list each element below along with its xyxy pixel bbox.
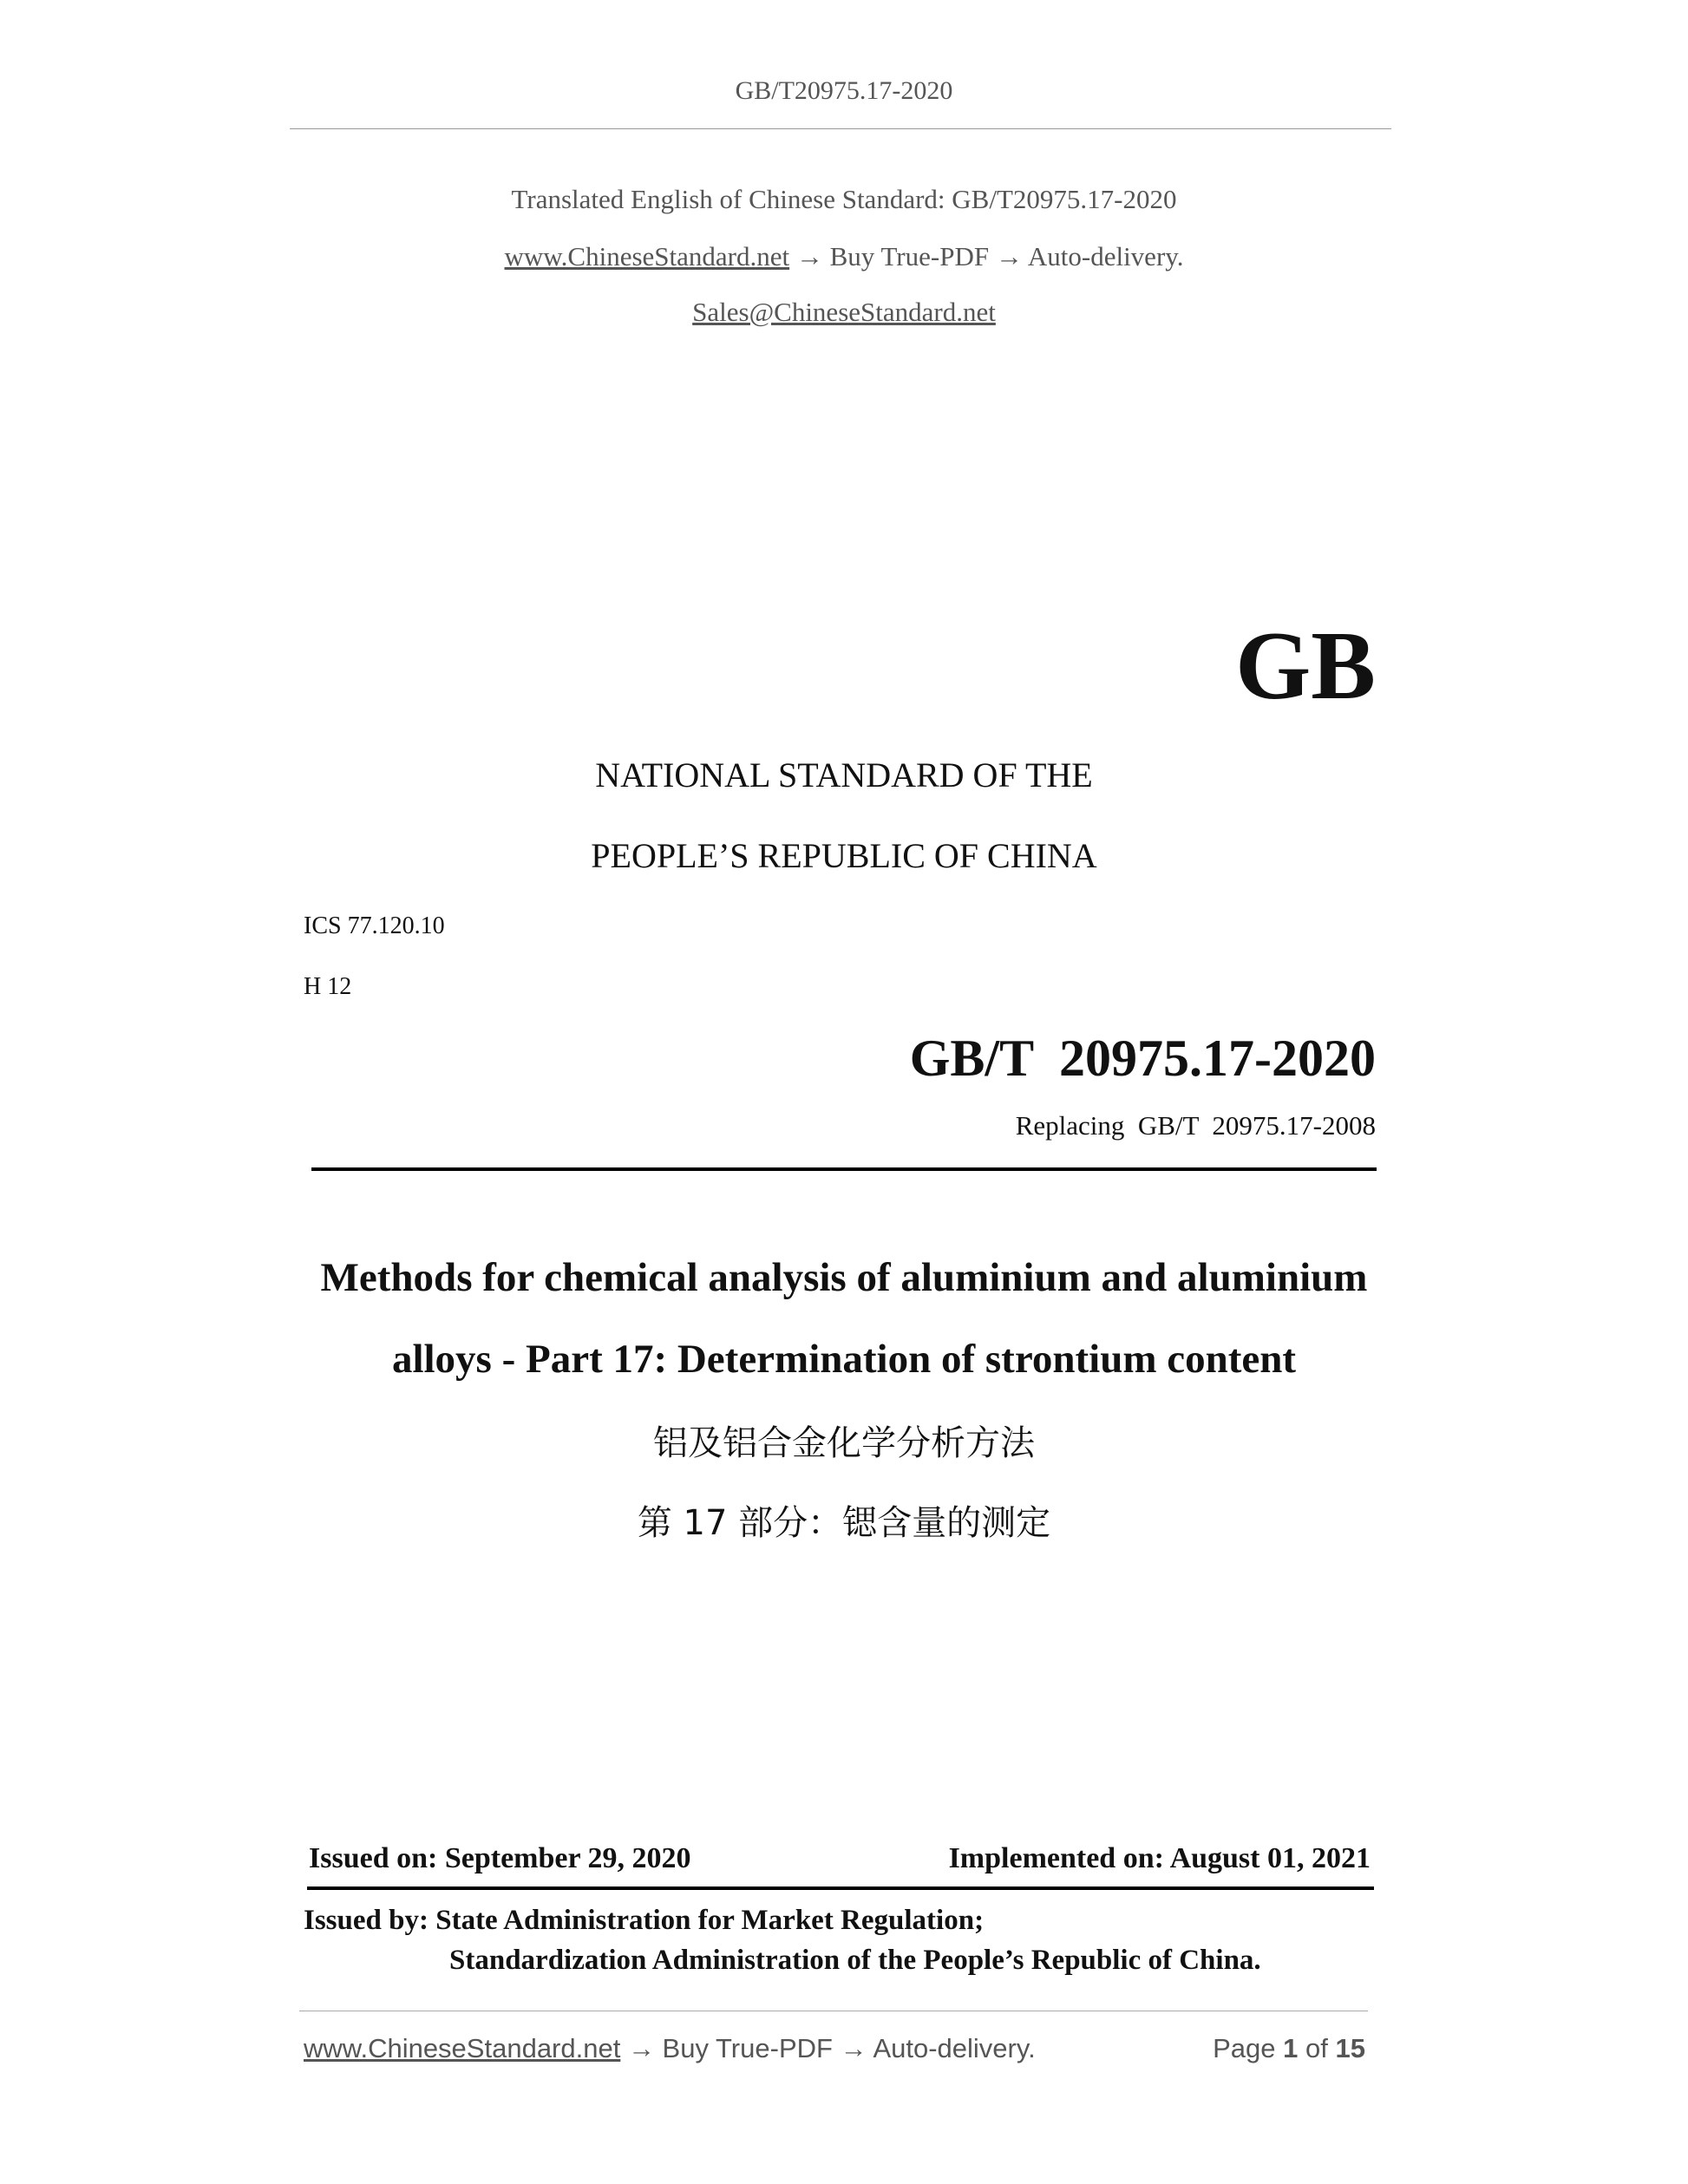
national-title-line2: PEOPLE’S REPUBLIC OF CHINA bbox=[591, 836, 1097, 875]
total-pages: 15 bbox=[1335, 2033, 1365, 2063]
title-en-line2: alloys - Part 17: Determination of strontium content bbox=[391, 1337, 1297, 1382]
footer-link-suffix: → Buy True-PDF → Auto-delivery. bbox=[620, 2033, 1036, 2063]
gb-mark: GB bbox=[1235, 612, 1376, 720]
promo-link-line bbox=[0, 241, 1688, 272]
running-header: GB/T20975.17-2020 bbox=[735, 76, 953, 105]
title-en-line1: Methods for chemical analysis of aluminium and aluminium bbox=[320, 1255, 1368, 1300]
title-cn-line2: 第 17 部分：锶含量的测定 bbox=[637, 1503, 1051, 1543]
chinesestandard-link[interactable]: www.ChineseStandard.net bbox=[504, 241, 790, 271]
standard-number: GB/T 20975.17-2020 bbox=[909, 1030, 1376, 1087]
footer-link-line bbox=[304, 2033, 1036, 2064]
header-divider bbox=[290, 128, 1391, 129]
footer-chinesestandard-link[interactable]: www.ChineseStandard.net bbox=[304, 2033, 621, 2063]
of-label: of bbox=[1305, 2033, 1328, 2063]
page-number: 1 bbox=[1283, 2033, 1299, 2063]
ics-code: ICS 77.120.10 bbox=[304, 912, 445, 939]
promo-email-line bbox=[0, 297, 1688, 328]
issued-by-line1: Issued by: State Administration for Market Regulation; bbox=[304, 1905, 985, 1936]
national-title-line1: NATIONAL STANDARD OF THE bbox=[595, 755, 1093, 794]
sales-email-link[interactable]: Sales@ChineseStandard.net bbox=[692, 297, 996, 327]
issued-by-line2: Standardization Administration of the People’s Republic of China. bbox=[449, 1945, 1261, 1976]
title-cn-line1: 铝及铝合金化学分析方法 bbox=[653, 1423, 1035, 1463]
promo-link-suffix: → Buy True-PDF → Auto-delivery. bbox=[789, 241, 1184, 271]
issued-on: Issued on: September 29, 2020 bbox=[309, 1842, 691, 1874]
page-label: Page bbox=[1213, 2033, 1276, 2063]
replacing-note: Replacing GB/T 20975.17-2008 bbox=[1015, 1110, 1376, 1141]
promo-line: Translated English of Chinese Standard: GB/T20975.17-2020 bbox=[511, 184, 1177, 214]
dates-rule bbox=[307, 1886, 1374, 1890]
page-indicator bbox=[1213, 2033, 1365, 2064]
classification-code: H 12 bbox=[304, 973, 352, 1000]
title-rule bbox=[311, 1167, 1377, 1171]
implemented-on: Implemented on: August 01, 2021 bbox=[948, 1842, 1371, 1874]
